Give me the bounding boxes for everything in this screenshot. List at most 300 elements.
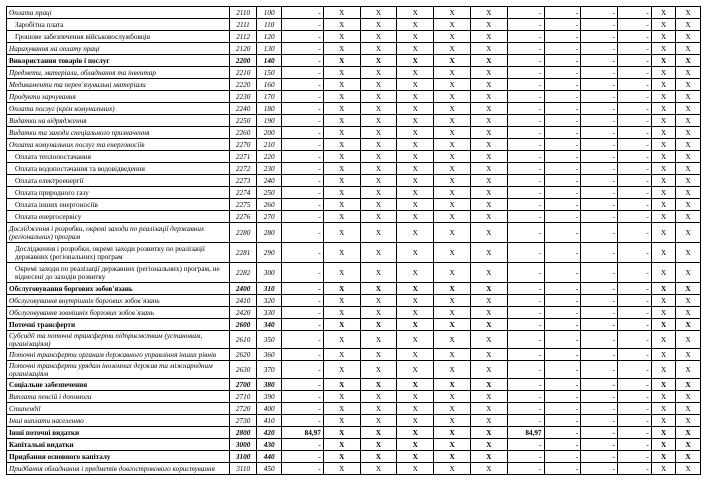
value-cell: - [544, 55, 581, 67]
value-cell: - [544, 451, 581, 463]
value-cell: X [470, 115, 507, 127]
value-cell: X [651, 127, 676, 139]
value-cell: X [397, 243, 434, 263]
value-cell: X [360, 263, 397, 283]
value-cell: X [434, 67, 471, 79]
value-cell: X [360, 163, 397, 175]
value-cell: X [651, 243, 676, 263]
value-cell: X [434, 163, 471, 175]
table-row [7, 91, 701, 103]
ekv-code: 2274 [229, 187, 257, 199]
table-row [7, 67, 701, 79]
value-cell: - [581, 115, 618, 127]
line-code: 270 [257, 211, 282, 223]
table-row [7, 127, 701, 139]
value-cell: - [581, 79, 618, 91]
value-cell: X [676, 463, 701, 475]
table-row [7, 31, 701, 43]
value-cell: X [397, 55, 434, 67]
line-code: 120 [257, 31, 282, 43]
value-cell: - [618, 175, 652, 187]
value-cell: X [360, 295, 397, 307]
value-cell: X [397, 103, 434, 115]
value-cell: X [434, 19, 471, 31]
value-cell: X [397, 391, 434, 403]
table-row [7, 243, 701, 263]
value-cell: X [470, 349, 507, 361]
value-cell: X [434, 7, 471, 19]
ekv-code: 2271 [229, 151, 257, 163]
ekv-code: 2220 [229, 79, 257, 91]
value-cell: X [676, 7, 701, 19]
table-row [7, 391, 701, 403]
value-cell: X [434, 91, 471, 103]
value-cell: - [281, 211, 323, 223]
row-label: Оплата послуг (крім комунальних) [7, 103, 230, 115]
value-cell: 84,97 [281, 427, 323, 439]
value-cell: X [397, 295, 434, 307]
value-cell: - [544, 19, 581, 31]
value-cell: - [581, 379, 618, 391]
table-row [7, 415, 701, 427]
value-cell: X [397, 139, 434, 151]
value-cell: - [281, 307, 323, 319]
value-cell: - [544, 223, 581, 243]
value-cell: X [434, 427, 471, 439]
value-cell: X [360, 187, 397, 199]
value-cell: X [470, 67, 507, 79]
value-cell: X [360, 379, 397, 391]
value-cell: X [323, 403, 360, 415]
value-cell: X [397, 187, 434, 199]
value-cell: X [323, 415, 360, 427]
row-label: Соціальне забезпечення [7, 379, 230, 391]
value-cell: - [581, 211, 618, 223]
value-cell: - [281, 379, 323, 391]
value-cell: - [281, 403, 323, 415]
row-label: Поточні трансферти органам державного управління інших рівнів [7, 349, 230, 361]
value-cell: - [618, 379, 652, 391]
value-cell: - [544, 319, 581, 331]
value-cell: X [397, 19, 434, 31]
value-cell: X [676, 451, 701, 463]
value-cell: X [676, 19, 701, 31]
value-cell: - [507, 295, 544, 307]
value-cell: X [397, 427, 434, 439]
value-cell: - [544, 151, 581, 163]
value-cell: - [507, 349, 544, 361]
value-cell: X [360, 43, 397, 55]
value-cell: X [397, 439, 434, 451]
table-row [7, 175, 701, 187]
value-cell: - [281, 151, 323, 163]
value-cell: X [360, 67, 397, 79]
value-cell: X [323, 349, 360, 361]
table-row [7, 163, 701, 175]
value-cell: X [397, 211, 434, 223]
table-row [7, 403, 701, 415]
value-cell: X [397, 115, 434, 127]
value-cell: X [323, 187, 360, 199]
line-code: 210 [257, 139, 282, 151]
value-cell: - [581, 151, 618, 163]
value-cell: - [581, 391, 618, 403]
value-cell: X [676, 55, 701, 67]
ekv-code: 2110 [229, 7, 257, 19]
ekv-code: 2620 [229, 349, 257, 361]
value-cell: X [434, 319, 471, 331]
value-cell: X [397, 79, 434, 91]
value-cell: X [651, 319, 676, 331]
value-cell: X [676, 263, 701, 283]
value-cell: - [581, 175, 618, 187]
value-cell: X [323, 55, 360, 67]
value-cell: X [323, 263, 360, 283]
value-cell: X [323, 331, 360, 349]
value-cell: X [323, 79, 360, 91]
line-code: 290 [257, 243, 282, 263]
table-row [7, 427, 701, 439]
row-label: Обслуговування внутрішніх боргових зобов`язань [7, 295, 230, 307]
value-cell: X [676, 307, 701, 319]
value-cell: X [676, 361, 701, 379]
value-cell: - [507, 243, 544, 263]
value-cell: - [618, 79, 652, 91]
value-cell: - [581, 415, 618, 427]
ekv-code: 2630 [229, 361, 257, 379]
value-cell: X [323, 19, 360, 31]
value-cell: - [581, 139, 618, 151]
row-label: Виплата пенсій і допомоги [7, 391, 230, 403]
value-cell: X [470, 151, 507, 163]
value-cell: - [281, 43, 323, 55]
value-cell: X [651, 223, 676, 243]
value-cell: 84,97 [507, 427, 544, 439]
value-cell: - [281, 19, 323, 31]
value-cell: X [360, 127, 397, 139]
value-cell: - [507, 43, 544, 55]
value-cell: - [281, 139, 323, 151]
value-cell: X [470, 391, 507, 403]
table-row [7, 463, 701, 475]
value-cell: X [676, 199, 701, 211]
table-row [7, 307, 701, 319]
value-cell: - [618, 463, 652, 475]
value-cell: X [470, 187, 507, 199]
value-cell: X [434, 199, 471, 211]
value-cell: - [581, 55, 618, 67]
value-cell: - [581, 427, 618, 439]
table-row [7, 283, 701, 295]
value-cell: X [676, 211, 701, 223]
value-cell: X [651, 79, 676, 91]
value-cell: - [544, 175, 581, 187]
ekv-code: 2275 [229, 199, 257, 211]
value-cell: X [360, 175, 397, 187]
value-cell: X [360, 439, 397, 451]
line-code: 180 [257, 103, 282, 115]
value-cell: X [470, 199, 507, 211]
value-cell: X [323, 151, 360, 163]
value-cell: X [397, 199, 434, 211]
value-cell: - [281, 295, 323, 307]
value-cell: - [618, 391, 652, 403]
row-label: Придбання основного капіталу [7, 451, 230, 463]
value-cell: X [651, 151, 676, 163]
row-label: Придбання обладнання і предметів довгострокового користування [7, 463, 230, 475]
table-row [7, 103, 701, 115]
value-cell: - [618, 223, 652, 243]
row-label: Нарахування на оплату праці [7, 43, 230, 55]
table-row [7, 7, 701, 19]
line-code: 140 [257, 55, 282, 67]
value-cell: - [544, 403, 581, 415]
value-cell: - [581, 319, 618, 331]
value-cell: - [507, 7, 544, 19]
value-cell: - [618, 415, 652, 427]
value-cell: - [544, 91, 581, 103]
value-cell: X [651, 263, 676, 283]
line-code: 150 [257, 67, 282, 79]
value-cell: - [618, 31, 652, 43]
value-cell: - [281, 361, 323, 379]
value-cell: - [618, 451, 652, 463]
value-cell: X [651, 415, 676, 427]
row-label: Оплата електроенергії [7, 175, 230, 187]
value-cell: X [397, 67, 434, 79]
ekv-code: 2730 [229, 415, 257, 427]
line-code: 130 [257, 43, 282, 55]
line-code: 320 [257, 295, 282, 307]
ekv-code: 2120 [229, 43, 257, 55]
value-cell: - [581, 187, 618, 199]
value-cell: - [507, 151, 544, 163]
value-cell: X [651, 19, 676, 31]
value-cell: - [281, 223, 323, 243]
value-cell: - [581, 403, 618, 415]
line-code: 250 [257, 187, 282, 199]
table-body [7, 7, 701, 475]
value-cell: X [651, 67, 676, 79]
line-code: 100 [257, 7, 282, 19]
value-cell: X [323, 319, 360, 331]
value-cell: X [360, 451, 397, 463]
value-cell: X [323, 211, 360, 223]
value-cell: X [470, 439, 507, 451]
row-label: Оплата комунальних послуг та енергоносіїв [7, 139, 230, 151]
value-cell: X [470, 243, 507, 263]
value-cell: - [618, 7, 652, 19]
ekv-code: 2260 [229, 127, 257, 139]
value-cell: X [360, 331, 397, 349]
value-cell: - [281, 127, 323, 139]
value-cell: X [434, 115, 471, 127]
value-cell: X [651, 43, 676, 55]
value-cell: X [676, 79, 701, 91]
value-cell: - [507, 199, 544, 211]
table-row [7, 295, 701, 307]
line-code: 370 [257, 361, 282, 379]
row-label: Окремі заходи по реалізації державних (регіональних) програм, не віднесені до заходів розвитку [7, 263, 230, 283]
value-cell: - [618, 361, 652, 379]
value-cell: - [281, 349, 323, 361]
value-cell: X [397, 331, 434, 349]
value-cell: - [507, 175, 544, 187]
value-cell: X [323, 463, 360, 475]
value-cell: X [676, 31, 701, 43]
line-code: 450 [257, 463, 282, 475]
line-code: 300 [257, 263, 282, 283]
value-cell: X [676, 427, 701, 439]
value-cell: X [676, 403, 701, 415]
table-row [7, 223, 701, 243]
value-cell: X [434, 187, 471, 199]
value-cell: - [618, 115, 652, 127]
row-label: Медикаменти та перев`язувальні матеріали [7, 79, 230, 91]
value-cell: - [581, 31, 618, 43]
value-cell: - [618, 307, 652, 319]
value-cell: X [360, 91, 397, 103]
row-label: Дослідження і розробки, окремі заходи розвитку по реалізації державних (регіональних) програм [7, 243, 230, 263]
value-cell: X [470, 175, 507, 187]
value-cell: X [434, 331, 471, 349]
value-cell: X [470, 263, 507, 283]
value-cell: X [434, 403, 471, 415]
value-cell: - [544, 243, 581, 263]
value-cell: X [651, 331, 676, 349]
value-cell: - [618, 151, 652, 163]
value-cell: - [544, 7, 581, 19]
row-label: Видатки та заходи спеціального призначення [7, 127, 230, 139]
value-cell: - [544, 31, 581, 43]
value-cell: - [618, 403, 652, 415]
table-row [7, 19, 701, 31]
value-cell: X [397, 361, 434, 379]
value-cell: X [323, 361, 360, 379]
value-cell: - [544, 43, 581, 55]
value-cell: X [323, 223, 360, 243]
value-cell: X [434, 151, 471, 163]
value-cell: - [507, 67, 544, 79]
value-cell: X [470, 79, 507, 91]
value-cell: - [544, 463, 581, 475]
table-row [7, 211, 701, 223]
ekv-code: 2240 [229, 103, 257, 115]
row-label: Оплата природного газу [7, 187, 230, 199]
value-cell: X [360, 415, 397, 427]
value-cell: - [581, 127, 618, 139]
value-cell: X [651, 55, 676, 67]
value-cell: X [676, 67, 701, 79]
value-cell: - [544, 79, 581, 91]
table-row [7, 139, 701, 151]
table-row [7, 331, 701, 349]
value-cell: - [581, 361, 618, 379]
value-cell: X [434, 211, 471, 223]
line-code: 330 [257, 307, 282, 319]
value-cell: X [676, 175, 701, 187]
budget-expenditure-table [6, 6, 701, 475]
value-cell: - [281, 243, 323, 263]
value-cell: - [618, 295, 652, 307]
value-cell: X [434, 349, 471, 361]
value-cell: X [651, 31, 676, 43]
value-cell: - [507, 319, 544, 331]
value-cell: - [507, 115, 544, 127]
value-cell: - [507, 361, 544, 379]
table-row [7, 55, 701, 67]
value-cell: X [323, 427, 360, 439]
value-cell: X [470, 7, 507, 19]
value-cell: X [676, 103, 701, 115]
value-cell: X [397, 43, 434, 55]
value-cell: X [676, 91, 701, 103]
ekv-code: 2210 [229, 67, 257, 79]
value-cell: X [470, 379, 507, 391]
value-cell: X [360, 463, 397, 475]
ekv-code: 2111 [229, 19, 257, 31]
ekv-code: 2800 [229, 427, 257, 439]
value-cell: X [651, 163, 676, 175]
value-cell: - [281, 187, 323, 199]
value-cell: - [507, 55, 544, 67]
value-cell: X [651, 349, 676, 361]
value-cell: X [323, 175, 360, 187]
value-cell: - [581, 163, 618, 175]
value-cell: - [507, 263, 544, 283]
table-row [7, 199, 701, 211]
value-cell: X [360, 19, 397, 31]
value-cell: - [544, 415, 581, 427]
value-cell: - [544, 283, 581, 295]
value-cell: X [360, 115, 397, 127]
value-cell: - [281, 331, 323, 349]
value-cell: X [676, 127, 701, 139]
value-cell: - [281, 199, 323, 211]
value-cell: X [470, 463, 507, 475]
row-label: Обслуговування боргових зобов'язань [7, 283, 230, 295]
value-cell: - [281, 7, 323, 19]
value-cell: X [434, 139, 471, 151]
value-cell: X [651, 451, 676, 463]
value-cell: - [581, 43, 618, 55]
value-cell: X [397, 379, 434, 391]
value-cell: - [507, 379, 544, 391]
value-cell: X [360, 31, 397, 43]
value-cell: X [360, 349, 397, 361]
value-cell: X [360, 211, 397, 223]
value-cell: X [470, 415, 507, 427]
ekv-code: 2200 [229, 55, 257, 67]
value-cell: X [651, 379, 676, 391]
ekv-code: 2720 [229, 403, 257, 415]
value-cell: X [434, 361, 471, 379]
table-row [7, 187, 701, 199]
value-cell: X [434, 103, 471, 115]
value-cell: - [281, 163, 323, 175]
value-cell: - [618, 43, 652, 55]
value-cell: X [676, 283, 701, 295]
value-cell: - [618, 319, 652, 331]
line-code: 410 [257, 415, 282, 427]
value-cell: - [281, 91, 323, 103]
value-cell: X [470, 163, 507, 175]
value-cell: X [323, 295, 360, 307]
value-cell: - [581, 307, 618, 319]
row-label: Продукти харчування [7, 91, 230, 103]
value-cell: X [651, 439, 676, 451]
value-cell: X [470, 295, 507, 307]
